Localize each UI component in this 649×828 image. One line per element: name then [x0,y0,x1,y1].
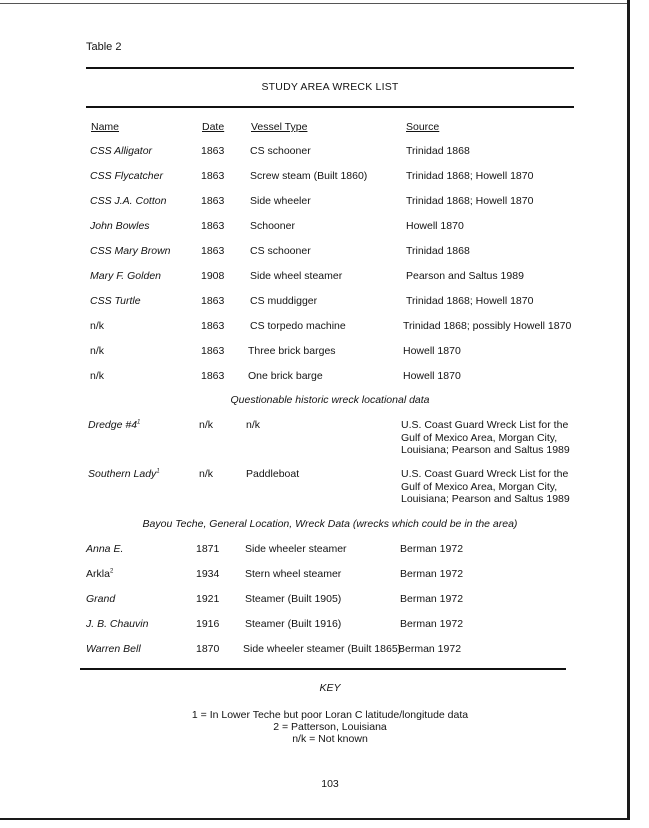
header-name: Name [91,121,120,133]
wreck-date: 1863 [201,370,225,382]
vessel-type: Stern wheel steamer [245,568,342,580]
wreck-date: 1870 [196,643,220,655]
wreck-date: 1908 [201,270,225,282]
page-right-edge [627,0,630,818]
wreck-source: Trinidad 1868 [406,145,470,157]
wreck-name: J. B. Chauvin [86,618,149,630]
wreck-source: Trinidad 1868; Howell 1870 [406,195,534,207]
wreck-source: U.S. Coast Guard Wreck List for the Gulf of Mexico Area, Morgan City, Louisiana; Pearson and Saltus 1989 [401,419,570,456]
key-line: 1 = In Lower Teche but poor Loran C latitude/longitude data [191,709,469,721]
section-bayou-teche-heading: Bayou Teche, General Location, Wreck Data (wrecks which could be in the area) [142,518,518,530]
wreck-date: 1934 [196,568,220,580]
wreck-name: CSS Turtle [90,295,141,307]
footnote-mark: 1 [137,419,141,426]
footnote-mark: 2 [109,568,114,575]
wreck-name: Mary F. Golden [90,270,162,282]
wreck-source: Berman 1972 [400,618,464,630]
wreck-name: CSS Mary Brown [90,245,171,257]
header-date: Date [202,121,225,133]
wreck-date: 1863 [201,320,225,332]
wreck-name: CSS J.A. Cotton [90,195,167,207]
wreck-date: 1916 [196,618,220,630]
vessel-type: Side wheel steamer [250,270,343,282]
wreck-name: John Bowles [90,220,150,232]
wreck-name: n/k [90,320,105,332]
vessel-type: Steamer (Built 1905) [245,593,342,605]
vessel-type: CS schooner [250,245,311,257]
header-rule [86,106,574,108]
wreck-name: Warren Bell [86,643,141,655]
wreck-date: 1921 [196,593,220,605]
wreck-source: Trinidad 1868; possibly Howell 1870 [403,320,572,332]
wreck-source: Berman 1972 [398,643,462,655]
wreck-date: n/k [199,419,214,431]
wreck-source: Trinidad 1868; Howell 1870 [406,295,534,307]
table-bottom-rule [80,668,566,670]
vessel-type: Side wheeler [250,195,311,207]
vessel-type: CS torpedo machine [250,320,346,332]
vessel-type: One brick barge [248,370,323,382]
wreck-source: Trinidad 1868; Howell 1870 [406,170,534,182]
wreck-source: Howell 1870 [406,220,464,232]
wreck-date: 1863 [201,245,225,257]
wreck-date: 1863 [201,170,225,182]
wreck-date: 1863 [201,220,225,232]
wreck-source: Trinidad 1868 [406,245,470,257]
vessel-type: Screw steam (Built 1860) [250,170,368,182]
wreck-date: 1863 [201,345,225,357]
wreck-name: Anna E. [86,543,124,555]
page-number: 103 [321,778,339,790]
wreck-name: Arkla$^2$ [86,568,114,580]
wreck-date: 1863 [201,145,225,157]
vessel-type: Three brick barges [248,345,336,357]
wreck-source: Berman 1972 [400,568,464,580]
wreck-date: 1871 [196,543,220,555]
key-line: 2 = Patterson, Louisiana [273,721,387,733]
vessel-type: Schooner [250,220,295,232]
wreck-name: Southern Lady$^1$ [88,468,160,480]
wreck-source: U.S. Coast Guard Wreck List for the Gulf of Mexico Area, Morgan City, Louisiana; Pearson and Saltus 1989 [401,468,570,505]
wreck-name: CSS Alligator [90,145,153,157]
vessel-type: CS muddigger [250,295,318,307]
table-caption: Table 2 [86,41,122,53]
footnote-mark: 1 [156,468,160,475]
top-rule [86,67,574,69]
wreck-source: Pearson and Saltus 1989 [406,270,524,282]
key-line: n/k = Not known [292,733,368,745]
wreck-date: n/k [199,468,214,480]
vessel-type: Steamer (Built 1916) [245,618,342,630]
wreck-name: Grand [86,593,116,605]
wreck-name: Dredge $\#4^1$ [88,419,141,431]
table-title: STUDY AREA WRECK LIST [261,81,399,93]
vessel-type: n/k [246,419,261,431]
wreck-date: 1863 [201,295,225,307]
key-title: KEY [319,682,341,694]
vessel-type: Side wheeler steamer (Built 1865) [243,643,402,655]
vessel-type: Paddleboat [246,468,300,480]
header-source: Source [406,121,440,133]
vessel-type: CS schooner [250,145,311,157]
page-top-edge [0,3,630,4]
wreck-name: n/k [90,345,105,357]
wreck-name: CSS Flycatcher [90,170,163,182]
wreck-source: Berman 1972 [400,593,464,605]
wreck-date: 1863 [201,195,225,207]
header-vessel-type: Vessel Type [251,121,308,133]
wreck-source: Howell 1870 [403,345,461,357]
wreck-name: n/k [90,370,105,382]
vessel-type: Side wheeler steamer [245,543,347,555]
section-questionable-heading: Questionable historic wreck locational data [230,394,430,406]
wreck-source: Howell 1870 [403,370,461,382]
wreck-source: Berman 1972 [400,543,464,555]
page-bottom-edge [0,818,630,820]
